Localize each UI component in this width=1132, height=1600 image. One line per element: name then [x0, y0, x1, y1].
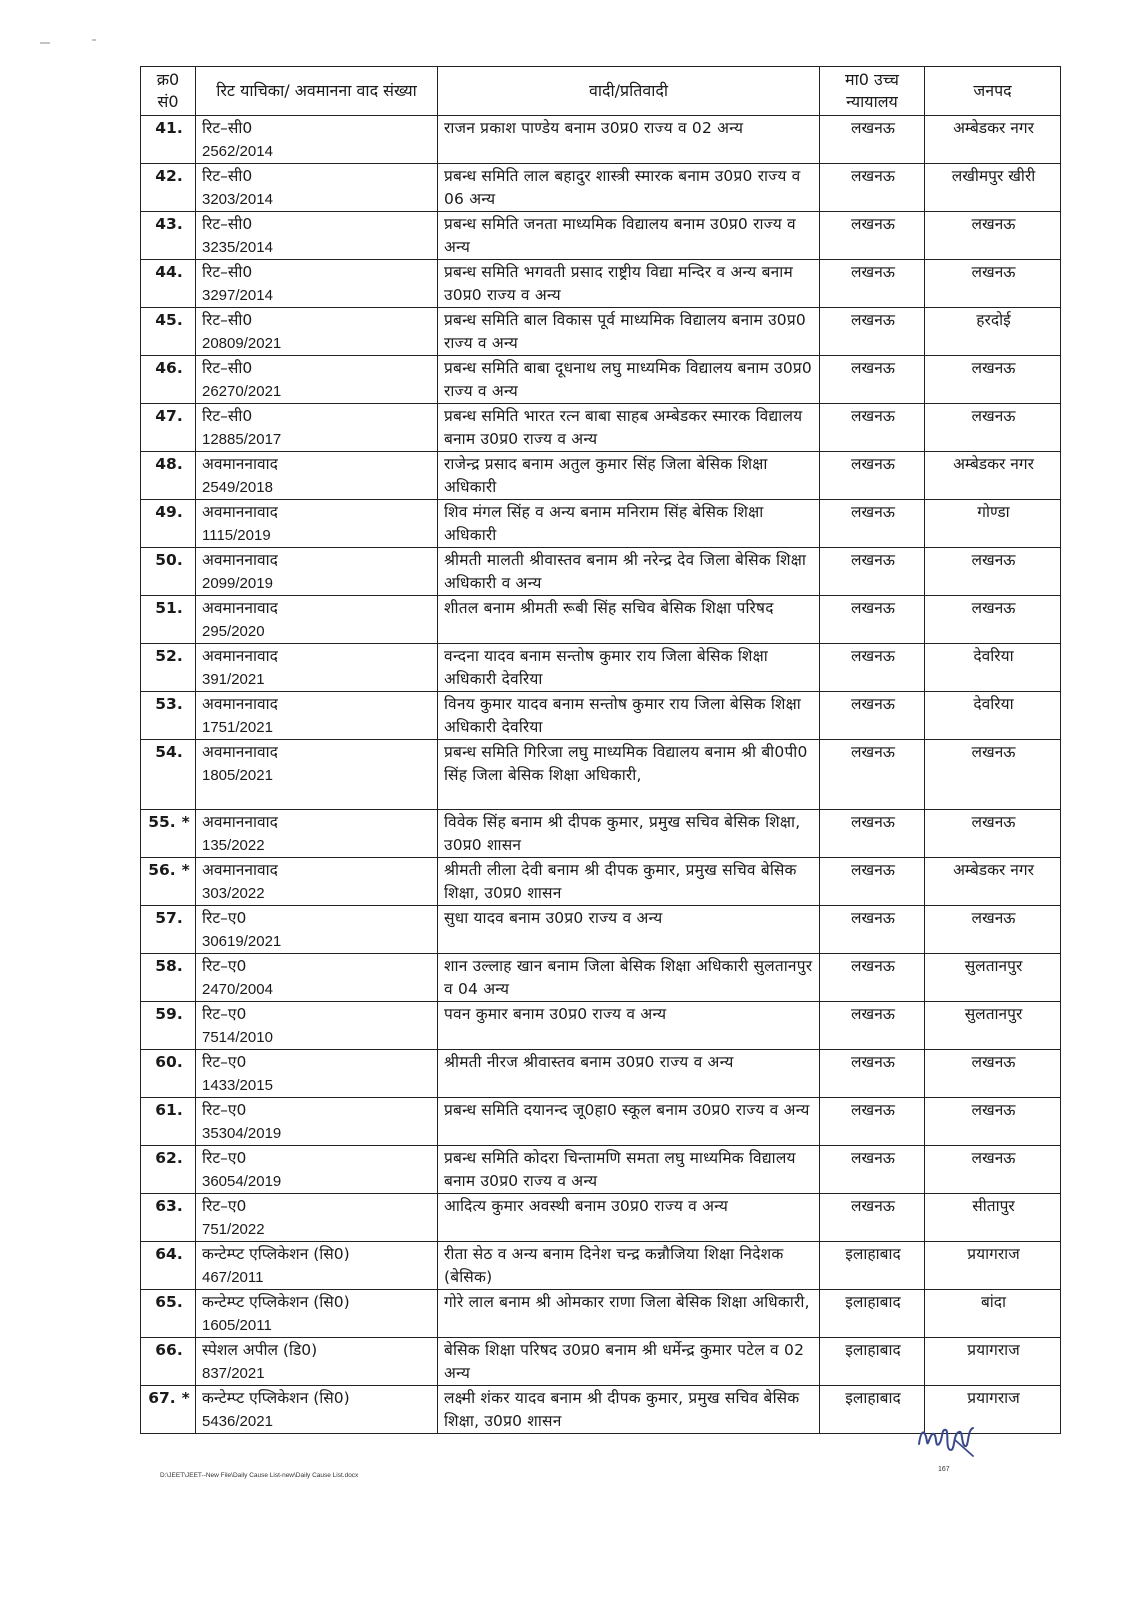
- row-district: अम्बेडकर नगर: [925, 116, 1061, 164]
- row-parties: गोरे लाल बनाम श्री ओमकार राणा जिला बेसिक शिक्षा अधिकारी,: [438, 1290, 820, 1338]
- row-parties: प्रबन्ध समिति जनता माध्यमिक विद्यालय बनाम उ0प्र0 राज्य व अन्य: [438, 212, 820, 260]
- row-parties: राजन प्रकाश पाण्डेय बनाम उ0प्र0 राज्य व 02 अन्य: [438, 116, 820, 164]
- case-type: रिट–सी0: [202, 119, 253, 137]
- case-number: 30619/2021: [202, 933, 282, 950]
- row-district: लखनऊ: [925, 740, 1061, 810]
- case-type: रिट–सी0: [202, 167, 253, 185]
- row-parties: बेसिक शिक्षा परिषद उ0प्र0 बनाम श्री धर्मेन्द्र कुमार पटेल व 02 अन्य: [438, 1338, 820, 1386]
- table-row: [141, 164, 1061, 212]
- serial-number-text: 62.: [155, 1149, 183, 1167]
- case-type: रिट–ए0: [202, 957, 247, 975]
- handwritten-signature: [915, 1420, 985, 1460]
- row-district: लखनऊ: [925, 260, 1061, 308]
- case-type: अवमाननावाद: [202, 455, 278, 473]
- row-district: अम्बेडकर नगर: [925, 452, 1061, 500]
- row-district: लखनऊ: [925, 404, 1061, 452]
- row-high-court: लखनऊ: [820, 260, 925, 308]
- case-type: कन्टेम्प्ट एप्लिकेशन (सि0): [202, 1389, 350, 1407]
- row-parties: प्रबन्ध समिति भारत रत्न बाबा साहब अम्बेडकर स्मारक विद्यालय बनाम उ0प्र0 राज्य व अन्य: [438, 404, 820, 452]
- row-high-court: लखनऊ: [820, 906, 925, 954]
- row-parties: प्रबन्ध समिति भगवती प्रसाद राष्ट्रीय विद्या मन्दिर व अन्य बनाम उ0प्र0 राज्य व अन्य: [438, 260, 820, 308]
- star-marker: *: [181, 1389, 190, 1407]
- row-high-court: लखनऊ: [820, 500, 925, 548]
- row-case: [196, 1386, 438, 1434]
- case-type: रिट–ए0: [202, 1197, 247, 1215]
- serial-number-text: 52.: [155, 647, 183, 665]
- row-high-court: लखनऊ: [820, 692, 925, 740]
- row-high-court: इलाहाबाद: [820, 1338, 925, 1386]
- row-serial-number: [141, 1002, 196, 1050]
- case-type: स्पेशल अपील (डि0): [202, 1341, 318, 1359]
- case-number: 26270/2021: [202, 383, 282, 400]
- case-number: 467/2011: [202, 1269, 264, 1286]
- row-high-court: लखनऊ: [820, 644, 925, 692]
- row-case: [196, 906, 438, 954]
- case-number: 1805/2021: [202, 767, 273, 784]
- row-parties: प्रबन्ध समिति लाल बहादुर शास्त्री स्मारक बनाम उ0प्र0 राज्य व 06 अन्य: [438, 164, 820, 212]
- row-serial-number: [141, 810, 196, 858]
- row-district: लखनऊ: [925, 548, 1061, 596]
- row-case: [196, 1002, 438, 1050]
- row-parties: श्रीमती मालती श्रीवास्तव बनाम श्री नरेन्द्र देव जिला बेसिक शिक्षा अधिकारी व अन्य: [438, 548, 820, 596]
- row-high-court: लखनऊ: [820, 740, 925, 810]
- row-district: लखनऊ: [925, 1146, 1061, 1194]
- row-district: सीतापुर: [925, 1194, 1061, 1242]
- table-row: [141, 644, 1061, 692]
- footer-file-path: D:\JEET\JEET--New File\Daily Cause List-new\Daily Cause List.docx: [160, 1472, 359, 1479]
- row-district: लखनऊ: [925, 596, 1061, 644]
- serial-number-text: 47.: [155, 407, 183, 425]
- row-case: [196, 692, 438, 740]
- row-parties: रीता सेठ व अन्य बनाम दिनेश चन्द्र कन्नौजिया शिक्षा निदेशक (बेसिक): [438, 1242, 820, 1290]
- row-district: देवरिया: [925, 692, 1061, 740]
- row-case: [196, 858, 438, 906]
- row-high-court: लखनऊ: [820, 1194, 925, 1242]
- case-number: 1115/2019: [202, 527, 271, 544]
- case-type: रिट–ए0: [202, 1005, 247, 1023]
- row-high-court: लखनऊ: [820, 404, 925, 452]
- row-district: प्रयागराज: [925, 1242, 1061, 1290]
- case-type: रिट–सी0: [202, 311, 253, 329]
- row-parties: विवेक सिंह बनाम श्री दीपक कुमार, प्रमुख सचिव बेसिक शिक्षा, उ0प्र0 शासन: [438, 810, 820, 858]
- row-parties: पवन कुमार बनाम उ0प्र0 राज्य व अन्य: [438, 1002, 820, 1050]
- table-row: [141, 1194, 1061, 1242]
- row-parties: प्रबन्ध समिति बाबा दूधनाथ लघु माध्यमिक विद्यालय बनाम उ0प्र0 राज्य व अन्य: [438, 356, 820, 404]
- serial-number-text: 61.: [155, 1101, 183, 1119]
- row-serial-number: [141, 692, 196, 740]
- row-district: सुलतानपुर: [925, 1002, 1061, 1050]
- row-case: [196, 810, 438, 858]
- serial-number-text: 49.: [155, 503, 183, 521]
- serial-number-text: 50.: [155, 551, 183, 569]
- row-high-court: लखनऊ: [820, 1002, 925, 1050]
- case-number: 7514/2010: [202, 1029, 273, 1046]
- row-parties: वन्दना यादव बनाम सन्तोष कुमार राय जिला बेसिक शिक्षा अधिकारी देवरिया: [438, 644, 820, 692]
- table-row: [141, 356, 1061, 404]
- case-number: 1433/2015: [202, 1077, 273, 1094]
- serial-number-text: 58.: [155, 957, 183, 975]
- row-serial-number: [141, 164, 196, 212]
- row-high-court: लखनऊ: [820, 212, 925, 260]
- serial-number-text: 56.: [148, 861, 176, 879]
- case-type: रिट–ए0: [202, 909, 247, 927]
- table-row: [141, 548, 1061, 596]
- row-case: [196, 644, 438, 692]
- row-serial-number: [141, 356, 196, 404]
- row-district: लखनऊ: [925, 1050, 1061, 1098]
- row-high-court: लखनऊ: [820, 1098, 925, 1146]
- table-row: [141, 740, 1061, 810]
- row-parties: शिव मंगल सिंह व अन्य बनाम मनिराम सिंह बेसिक शिक्षा अधिकारी: [438, 500, 820, 548]
- row-high-court: लखनऊ: [820, 1146, 925, 1194]
- row-serial-number: [141, 212, 196, 260]
- row-high-court: लखनऊ: [820, 164, 925, 212]
- case-number: 391/2021: [202, 671, 265, 688]
- row-district: बांदा: [925, 1290, 1061, 1338]
- case-number: 135/2022: [202, 837, 265, 854]
- serial-number-text: 64.: [155, 1245, 183, 1263]
- row-serial-number: [141, 858, 196, 906]
- row-serial-number: [141, 1386, 196, 1434]
- row-district: लखनऊ: [925, 906, 1061, 954]
- case-number: 5436/2021: [202, 1413, 273, 1430]
- table-row: [141, 1338, 1061, 1386]
- table-body: [141, 116, 1061, 1434]
- page-number: 167: [938, 1466, 950, 1473]
- row-case: [196, 452, 438, 500]
- row-case: [196, 500, 438, 548]
- table-row: [141, 500, 1061, 548]
- serial-number-text: 57.: [155, 909, 183, 927]
- serial-number-text: 41.: [155, 119, 183, 137]
- row-parties: विनय कुमार यादव बनाम सन्तोष कुमार राय जिला बेसिक शिक्षा अधिकारी देवरिया: [438, 692, 820, 740]
- row-case: [196, 1194, 438, 1242]
- serial-number-text: 46.: [155, 359, 183, 377]
- case-type: रिट–सी0: [202, 263, 253, 281]
- case-number: 1751/2021: [202, 719, 273, 736]
- serial-number-text: 60.: [155, 1053, 183, 1071]
- row-district: प्रयागराज: [925, 1338, 1061, 1386]
- row-district: सुलतानपुर: [925, 954, 1061, 1002]
- case-type: अवमाननावाद: [202, 647, 278, 665]
- table-row: [141, 1242, 1061, 1290]
- scan-speck: [40, 38, 100, 46]
- row-high-court: लखनऊ: [820, 1050, 925, 1098]
- table-row: [141, 810, 1061, 858]
- case-type: कन्टेम्प्ट एप्लिकेशन (सि0): [202, 1245, 350, 1263]
- row-district: गोण्डा: [925, 500, 1061, 548]
- case-number: 2470/2004: [202, 981, 273, 998]
- row-high-court: लखनऊ: [820, 452, 925, 500]
- case-number: 2549/2018: [202, 479, 273, 496]
- row-district: लखनऊ: [925, 810, 1061, 858]
- table-row: [141, 404, 1061, 452]
- case-type: अवमाननावाद: [202, 551, 278, 569]
- row-serial-number: [141, 116, 196, 164]
- row-serial-number: [141, 1194, 196, 1242]
- row-high-court: लखनऊ: [820, 548, 925, 596]
- row-case: [196, 308, 438, 356]
- table-row: [141, 116, 1061, 164]
- case-type: रिट–सी0: [202, 359, 253, 377]
- serial-number-text: 43.: [155, 215, 183, 233]
- row-high-court: इलाहाबाद: [820, 1386, 925, 1434]
- case-type: अवमाननावाद: [202, 743, 278, 761]
- row-high-court: लखनऊ: [820, 596, 925, 644]
- row-case: [196, 212, 438, 260]
- row-district: हरदोई: [925, 308, 1061, 356]
- serial-number-text: 44.: [155, 263, 183, 281]
- table-row: [141, 1146, 1061, 1194]
- row-serial-number: [141, 1098, 196, 1146]
- case-number: 3203/2014: [202, 191, 273, 208]
- header-district: जनपद: [925, 67, 1061, 116]
- row-case: [196, 548, 438, 596]
- row-district: लखनऊ: [925, 356, 1061, 404]
- cause-list-table: [140, 66, 1061, 1434]
- table-row: [141, 308, 1061, 356]
- row-parties: श्रीमती लीला देवी बनाम श्री दीपक कुमार, प्रमुख सचिव बेसिक शिक्षा, उ0प्र0 शासन: [438, 858, 820, 906]
- row-serial-number: [141, 596, 196, 644]
- table-header-row: [141, 67, 1061, 116]
- row-high-court: लखनऊ: [820, 858, 925, 906]
- row-parties: श्रीमती नीरज श्रीवास्तव बनाम उ0प्र0 राज्य व अन्य: [438, 1050, 820, 1098]
- case-number: 1605/2011: [202, 1317, 272, 1334]
- row-case: [196, 404, 438, 452]
- case-number: 2099/2019: [202, 575, 273, 592]
- case-type: अवमाननावाद: [202, 503, 278, 521]
- case-type: अवमाननावाद: [202, 599, 278, 617]
- case-number: 3235/2014: [202, 239, 273, 256]
- serial-number-text: 65.: [155, 1293, 183, 1311]
- table-row: [141, 596, 1061, 644]
- table-row: [141, 1098, 1061, 1146]
- table-row: [141, 1002, 1061, 1050]
- row-serial-number: [141, 452, 196, 500]
- case-type: अवमाननावाद: [202, 813, 278, 831]
- row-serial-number: [141, 906, 196, 954]
- row-parties: प्रबन्ध समिति गिरिजा लघु माध्यमिक विद्यालय बनाम श्री बी0पी0 सिंह जिला बेसिक शिक्षा अधिकारी,: [438, 740, 820, 810]
- star-marker: *: [181, 813, 190, 831]
- serial-number-text: 48.: [155, 455, 183, 473]
- table-row: [141, 260, 1061, 308]
- row-case: [196, 1338, 438, 1386]
- row-serial-number: [141, 404, 196, 452]
- row-serial-number: [141, 1290, 196, 1338]
- table-row: [141, 212, 1061, 260]
- serial-number-text: 45.: [155, 311, 183, 329]
- case-number: 837/2021: [202, 1365, 265, 1382]
- case-number: 303/2022: [202, 885, 265, 902]
- table-row: [141, 1290, 1061, 1338]
- row-case: [196, 356, 438, 404]
- case-number: 2562/2014: [202, 143, 273, 160]
- row-district: प्रयागराज: [925, 1386, 1061, 1434]
- table-row: [141, 858, 1061, 906]
- row-case: [196, 740, 438, 810]
- row-case: [196, 164, 438, 212]
- case-type: रिट–ए0: [202, 1149, 247, 1167]
- case-type: रिट–सी0: [202, 407, 253, 425]
- row-serial-number: [141, 1242, 196, 1290]
- row-district: अम्बेडकर नगर: [925, 858, 1061, 906]
- case-type: अवमाननावाद: [202, 695, 278, 713]
- row-district: लखीमपुर खीरी: [925, 164, 1061, 212]
- row-parties: शीतल बनाम श्रीमती रूबी सिंह सचिव बेसिक शिक्षा परिषद: [438, 596, 820, 644]
- table-row: [141, 1050, 1061, 1098]
- row-parties: प्रबन्ध समिति बाल विकास पूर्व माध्यमिक विद्यालय बनाम उ0प्र0 राज्य व अन्य: [438, 308, 820, 356]
- case-number: 3297/2014: [202, 287, 273, 304]
- header-case-number: रिट याचिका/ अवमानना वाद संख्या: [196, 67, 438, 116]
- star-marker: *: [181, 861, 190, 879]
- table-row: [141, 906, 1061, 954]
- serial-number-text: 59.: [155, 1005, 183, 1023]
- serial-number-text: 63.: [155, 1197, 183, 1215]
- row-parties: राजेन्द्र प्रसाद बनाम अतुल कुमार सिंह जिला बेसिक शिक्षा अधिकारी: [438, 452, 820, 500]
- row-parties: प्रबन्ध समिति कोदरा चिन्तामणि समता लघु माध्यमिक विद्यालय बनाम उ0प्र0 राज्य व अन्य: [438, 1146, 820, 1194]
- row-high-court: लखनऊ: [820, 810, 925, 858]
- row-case: [196, 1098, 438, 1146]
- case-type: रिट–सी0: [202, 215, 253, 233]
- row-serial-number: [141, 954, 196, 1002]
- header-serial-number: क्र0 सं0: [141, 67, 196, 116]
- row-district: देवरिया: [925, 644, 1061, 692]
- row-case: [196, 116, 438, 164]
- row-serial-number: [141, 1146, 196, 1194]
- row-serial-number: [141, 548, 196, 596]
- row-parties: प्रबन्ध समिति दयानन्द जू0हा0 स्कूल बनाम उ0प्र0 राज्य व अन्य: [438, 1098, 820, 1146]
- serial-number-text: 67.: [148, 1389, 176, 1407]
- case-type: कन्टेम्प्ट एप्लिकेशन (सि0): [202, 1293, 350, 1311]
- row-high-court: लखनऊ: [820, 116, 925, 164]
- row-serial-number: [141, 1338, 196, 1386]
- case-type: रिट–ए0: [202, 1101, 247, 1119]
- row-case: [196, 954, 438, 1002]
- header-high-court: मा0 उच्च न्यायालय: [820, 67, 925, 116]
- row-case: [196, 1146, 438, 1194]
- serial-number-text: 53.: [155, 695, 183, 713]
- row-high-court: लखनऊ: [820, 308, 925, 356]
- serial-number-text: 42.: [155, 167, 183, 185]
- case-number: 295/2020: [202, 623, 265, 640]
- table-row: [141, 954, 1061, 1002]
- row-case: [196, 1290, 438, 1338]
- serial-number-text: 54.: [155, 743, 183, 761]
- row-serial-number: [141, 644, 196, 692]
- row-serial-number: [141, 260, 196, 308]
- serial-number-text: 66.: [155, 1341, 183, 1359]
- row-high-court: इलाहाबाद: [820, 1290, 925, 1338]
- table-row: [141, 452, 1061, 500]
- row-case: [196, 260, 438, 308]
- table-row: [141, 692, 1061, 740]
- case-number: 20809/2021: [202, 335, 282, 352]
- row-parties: सुधा यादव बनाम उ0प्र0 राज्य व अन्य: [438, 906, 820, 954]
- serial-number-text: 55.: [148, 813, 176, 831]
- row-parties: लक्ष्मी शंकर यादव बनाम श्री दीपक कुमार, प्रमुख सचिव बेसिक शिक्षा, उ0प्र0 शासन: [438, 1386, 820, 1434]
- row-high-court: लखनऊ: [820, 954, 925, 1002]
- row-serial-number: [141, 500, 196, 548]
- row-high-court: इलाहाबाद: [820, 1242, 925, 1290]
- row-case: [196, 1242, 438, 1290]
- case-number: 35304/2019: [202, 1125, 282, 1142]
- row-district: लखनऊ: [925, 1098, 1061, 1146]
- case-type: रिट–ए0: [202, 1053, 247, 1071]
- row-district: लखनऊ: [925, 212, 1061, 260]
- case-number: 751/2022: [202, 1221, 265, 1238]
- case-number: 12885/2017: [202, 431, 282, 448]
- header-parties: वादी/प्रतिवादी: [438, 67, 820, 116]
- row-high-court: लखनऊ: [820, 356, 925, 404]
- row-serial-number: [141, 1050, 196, 1098]
- serial-number-text: 51.: [155, 599, 183, 617]
- row-case: [196, 1050, 438, 1098]
- row-case: [196, 596, 438, 644]
- row-serial-number: [141, 740, 196, 810]
- case-type: अवमाननावाद: [202, 861, 278, 879]
- row-parties: आदित्य कुमार अवस्थी बनाम उ0प्र0 राज्य व अन्य: [438, 1194, 820, 1242]
- case-number: 36054/2019: [202, 1173, 282, 1190]
- row-serial-number: [141, 308, 196, 356]
- row-parties: शान उल्लाह खान बनाम जिला बेसिक शिक्षा अधिकारी सुलतानपुर व 04 अन्य: [438, 954, 820, 1002]
